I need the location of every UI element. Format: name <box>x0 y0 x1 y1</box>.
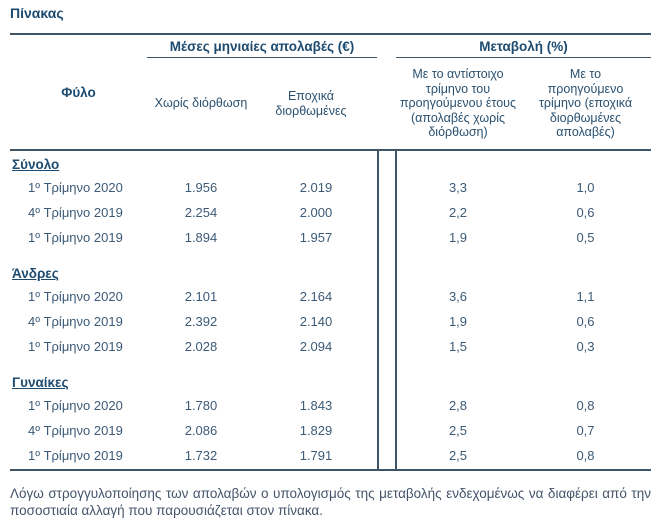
column-header-label: Με το προηγούμενο τρίμηνο (εποχικά διορθωμένες απολαβές) <box>538 67 633 140</box>
value-qoq-change: 0,5 <box>576 230 595 245</box>
value-seasonally-adjusted: 1.957 <box>299 230 333 245</box>
value-unadjusted: 2.086 <box>184 423 218 438</box>
period-label: 4º Τρίμηνο 2019 <box>28 423 123 438</box>
table-row <box>10 225 651 250</box>
period-label: 1º Τρίμηνο 2020 <box>28 398 123 413</box>
value-unadjusted: 1.732 <box>184 448 218 463</box>
section-label: Σύνολο <box>12 156 60 172</box>
value-unadjusted: 1.894 <box>184 230 218 245</box>
value-unadjusted: 1.780 <box>184 398 218 413</box>
value-yoy-change: 2,8 <box>448 398 468 413</box>
column-group-change: Μεταβολή (%) <box>396 35 651 58</box>
value-qoq-change: 0,7 <box>576 423 595 438</box>
table-row <box>10 284 651 309</box>
table-row <box>10 200 651 225</box>
value-yoy-change: 3,3 <box>448 180 468 195</box>
value-qoq-change: 0,6 <box>576 205 595 220</box>
value-seasonally-adjusted: 2.164 <box>299 289 333 304</box>
section-total <box>10 153 651 250</box>
value-yoy-change: 2,2 <box>448 205 468 220</box>
column-header-qoq-change <box>520 58 651 149</box>
table-row <box>10 418 651 443</box>
column-header-unadjusted <box>147 58 255 149</box>
value-seasonally-adjusted: 2.019 <box>299 180 333 195</box>
table-row <box>10 443 651 468</box>
value-yoy-change: 3,6 <box>448 289 468 304</box>
page-title: Πίνακας <box>10 5 64 21</box>
value-qoq-change: 1,1 <box>576 289 595 304</box>
value-yoy-change: 1,5 <box>448 339 468 354</box>
period-label: 4º Τρίμηνο 2019 <box>28 314 123 329</box>
table-row <box>10 309 651 334</box>
table-body <box>10 151 651 471</box>
table-row <box>10 175 651 200</box>
table-row <box>10 393 651 418</box>
footnote: Λόγω στρογγυλοποίησης των απολαβών ο υπολογισμός της μεταβολής ενδεχομένως να διαφέρει από την ποσοστιαία αλλαγή που παρουσιάζεται στον πίνακα. <box>10 486 651 518</box>
value-unadjusted: 2.392 <box>184 314 218 329</box>
table-row <box>10 334 651 359</box>
value-yoy-change: 1,9 <box>448 314 468 329</box>
period-label: 4º Τρίμηνο 2019 <box>28 205 123 220</box>
column-header-label: Εποχικά διορθωμένες <box>275 89 347 118</box>
value-seasonally-adjusted: 2.094 <box>299 339 333 354</box>
value-unadjusted: 2.028 <box>184 339 218 354</box>
value-seasonally-adjusted: 1.843 <box>299 398 333 413</box>
period-label: 1º Τρίμηνο 2019 <box>28 448 123 463</box>
document-page <box>0 5 661 527</box>
column-header-gender: Φύλο <box>61 84 96 100</box>
section-women <box>10 371 651 468</box>
value-seasonally-adjusted: 1.829 <box>299 423 333 438</box>
column-gap <box>377 35 396 149</box>
column-group-earnings: Μέσες μηνιαίες απολαβές (€) <box>147 35 377 58</box>
value-unadjusted: 2.254 <box>184 205 218 220</box>
value-unadjusted: 1.956 <box>184 180 218 195</box>
value-yoy-change: 1,9 <box>448 230 468 245</box>
section-label: Γυναίκες <box>12 374 69 390</box>
column-header-seasonally-adjusted <box>255 58 367 149</box>
value-qoq-change: 0,6 <box>576 314 595 329</box>
value-qoq-change: 0,3 <box>576 339 595 354</box>
section-men <box>10 262 651 359</box>
value-unadjusted: 2.101 <box>184 289 218 304</box>
divider-line-right <box>395 151 397 469</box>
value-seasonally-adjusted: 2.140 <box>299 314 333 329</box>
value-seasonally-adjusted: 2.000 <box>299 205 333 220</box>
period-label: 1º Τρίμηνο 2019 <box>28 230 123 245</box>
value-yoy-change: 2,5 <box>448 448 468 463</box>
value-qoq-change: 0,8 <box>576 398 595 413</box>
value-qoq-change: 0,8 <box>576 448 595 463</box>
value-qoq-change: 1,0 <box>576 180 595 195</box>
divider-line-left <box>377 151 379 469</box>
table-header <box>10 33 651 151</box>
period-label: 1º Τρίμηνο 2020 <box>28 289 123 304</box>
earnings-table <box>10 33 651 471</box>
period-label: 1º Τρίμηνο 2020 <box>28 180 123 195</box>
value-seasonally-adjusted: 1.791 <box>299 448 333 463</box>
section-label: Άνδρες <box>12 265 59 281</box>
column-header-label: Χωρίς διόρθωση <box>154 96 248 111</box>
value-yoy-change: 2,5 <box>448 423 468 438</box>
column-header-label: Με το αντίστοιχο τρίμηνο του προηγούμενου έτους (απολαβές χωρίς διόρθωση) <box>399 67 517 140</box>
period-label: 1º Τρίμηνο 2019 <box>28 339 123 354</box>
column-header-yoy-change <box>396 58 520 149</box>
